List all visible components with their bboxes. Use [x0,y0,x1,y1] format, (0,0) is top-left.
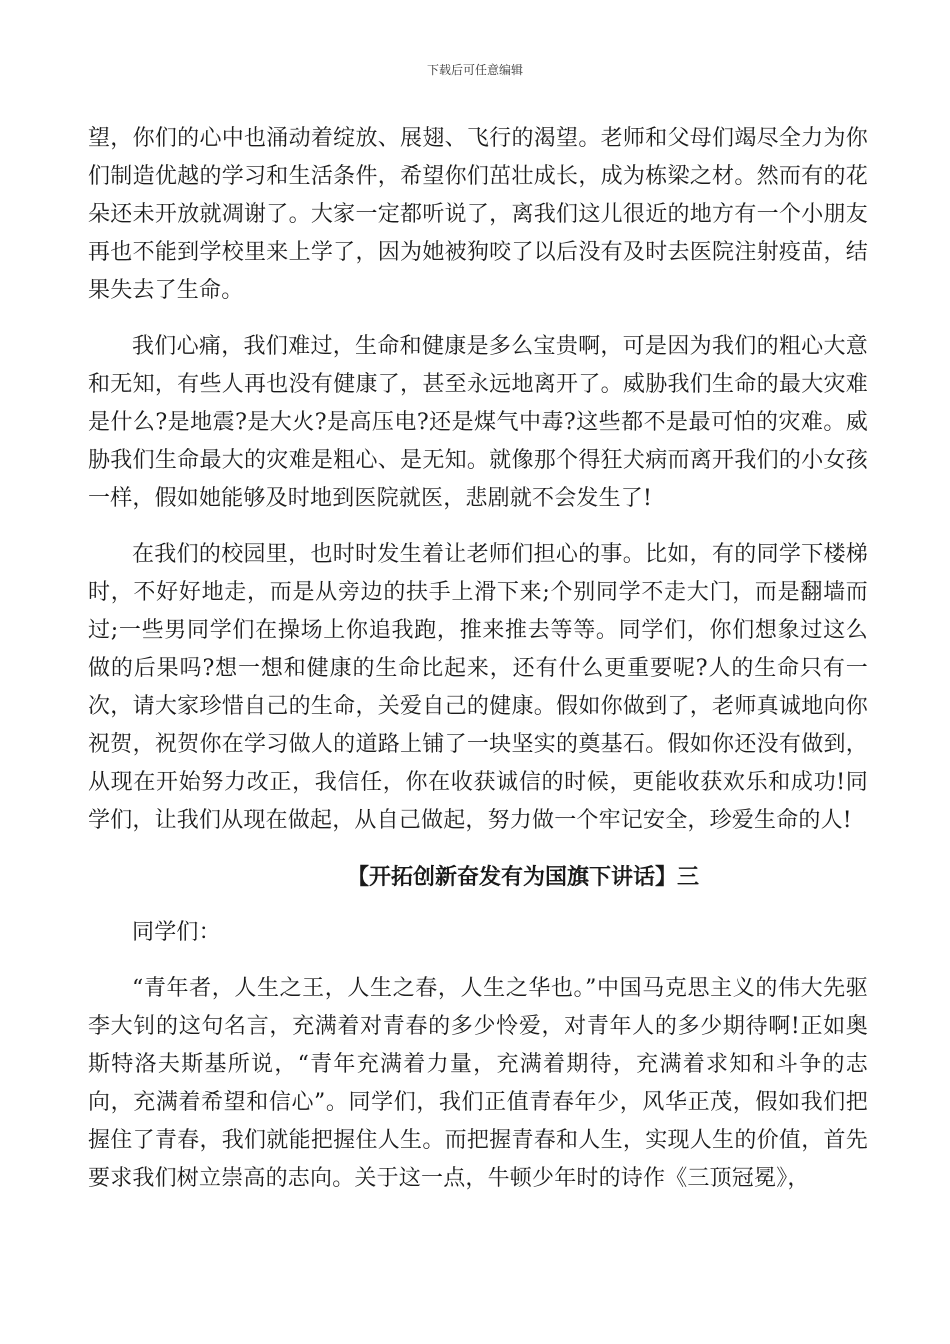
page-header-note: 下载后可任意编辑 [426,63,523,77]
paragraph: 在我们的校园里，也时时发生着让老师们担心的事。比如，有的同学下楼梯时，不好好地走，而是从旁边的扶手上滑下来;个别同学不走大门，而是翻墙而过;一些男同学们在操场上你追我跑，推来推去等等。同学们，你们想象过这么做的后果吗?想一想和健康的生命比起来，还有什么更重要呢?人的生命只有一次，请大家珍惜自己的生命，关爱自己的健康。假如你做到了，老师真诚地向你祝贺，祝贺你在学习做人的道路上铺了一块坚实的奠基石。假如你还没有做到，从现在开始努力改正，我信任，你在收获诚信的时候，更能收获欢乐和成功!同学们，让我们从现在做起，从自己做起，努力做一个牢记安全，珍爱生命的人! [88,542,868,833]
section-title: 【开拓创新奋发有为国旗下讲话】三 [346,864,699,890]
paragraph: “青年者，人生之王，人生之春，人生之华也。”中国马克思主义的伟大先驱李大钊的这句名言，充满着对青春的多少怜爱，对青年人的多少期待啊!正如奥斯特洛夫斯基所说，“青年充满着力量，充满着期待，充满着求知和斗争的志向，充满着希望和信心”。同学们，我们正值青春年少，风华正茂，假如我们把握住了青春，我们就能把握住人生。而把握青春和人生，实现人生的价值，首先要求我们树立崇高的志向。关于这一点，牛顿少年时的诗作《三顶冠冕》， [88,976,868,1191]
document-body [88,120,868,1216]
paragraph-continuation: 望，你们的心中也涌动着绽放、展翅、飞行的渴望。老师和父母们竭尽全力为你们制造优越的学习和生活条件，希望你们茁壮成长，成为栋梁之材。然而有的花朵还未开放就凋谢了。大家一定都听说了，离我们这儿很近的地方有一个小朋友再也不能到学校里来上学了，因为她被狗咬了以后没有及时去医院注射疫苗，结果失去了生命。 [88,126,868,303]
greeting: 同学们： [132,920,221,945]
paragraph: 我们心痛，我们难过，生命和健康是多么宝贵啊，可是因为我们的粗心大意和无知，有些人再也没有健康了，甚至永远地离开了。威胁我们生命的最大灾难是什么?是地震?是大火?是高压电?还是煤气中毒?这些都不是最可怕的灾难。威胁我们生命最大的灾难是粗心、是无知。就像那个得狂犬病而离开我们的小女孩一样，假如她能够及时地到医院就医，悲剧就不会发生了! [88,334,868,511]
